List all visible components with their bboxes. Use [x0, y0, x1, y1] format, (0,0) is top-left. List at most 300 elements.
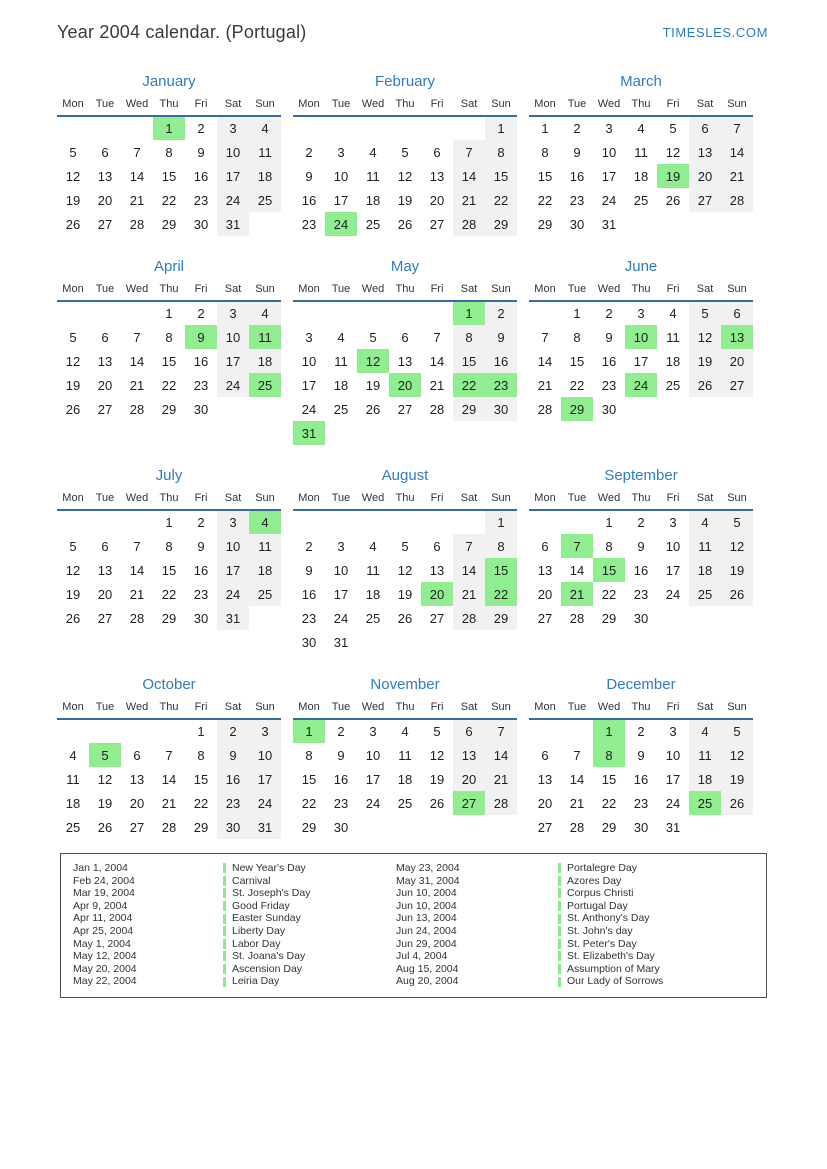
- day-cell: 10: [625, 325, 657, 349]
- weekday-label: Sun: [485, 281, 517, 301]
- day-cell: 26: [429, 795, 445, 811]
- day-cell: 29: [485, 606, 517, 630]
- day-cell: 16: [301, 586, 317, 602]
- day-cell: 6: [541, 538, 549, 554]
- weekday-label: Fri: [657, 281, 689, 301]
- month-table: [57, 281, 281, 421]
- day-cell: 8: [485, 140, 517, 164]
- day-cell-empty: [421, 630, 453, 654]
- day-cell: 1: [485, 510, 517, 534]
- holiday-marker-icon: [558, 863, 561, 873]
- day-cell: 27: [537, 610, 553, 626]
- day-cell-empty: [689, 212, 721, 236]
- day-cell: 7: [433, 329, 441, 345]
- day-cell-empty: [293, 116, 325, 140]
- day-cell: 9: [337, 747, 345, 763]
- legend-column-right: [396, 862, 766, 988]
- day-cell: 27: [537, 819, 553, 835]
- day-cell: 7: [561, 534, 593, 558]
- day-cell-empty: [357, 116, 389, 140]
- day-cell: 19: [429, 771, 445, 787]
- day-cell: 30: [193, 401, 209, 417]
- day-cell: 18: [365, 586, 381, 602]
- day-cell: 9: [185, 325, 217, 349]
- weekday-label: Wed: [357, 490, 389, 510]
- day-cell: 16: [301, 192, 317, 208]
- weekday-label: Tue: [89, 699, 121, 719]
- day-cell: 12: [429, 747, 445, 763]
- holiday-marker-icon: [223, 977, 226, 987]
- legend-item: [396, 963, 766, 976]
- day-cell: 4: [689, 510, 721, 534]
- day-cell: 1: [605, 515, 613, 530]
- legend-holiday-name: St. Peter's Day: [558, 938, 637, 951]
- site-logo-link[interactable]: TIMESLES.COM: [662, 25, 768, 40]
- weekday-label: Fri: [421, 281, 453, 301]
- holiday-marker-icon: [558, 964, 561, 974]
- day-cell: 6: [101, 329, 109, 345]
- day-cell: 10: [217, 140, 249, 164]
- day-cell: 18: [249, 349, 281, 373]
- legend-item: [396, 875, 766, 888]
- day-cell-empty: [325, 510, 357, 534]
- day-cell: 19: [657, 164, 689, 188]
- day-cell: 6: [433, 538, 441, 554]
- day-cell: 5: [401, 144, 409, 160]
- day-cell: 7: [541, 329, 549, 345]
- day-cell: 2: [197, 306, 205, 321]
- day-cell: 29: [601, 819, 617, 835]
- weekday-label: Sat: [689, 281, 721, 301]
- month-july: [57, 467, 281, 630]
- day-cell: 8: [197, 747, 205, 763]
- day-cell: 16: [601, 353, 617, 369]
- holiday-marker-icon: [223, 964, 226, 974]
- day-cell: 7: [485, 719, 517, 743]
- legend-holiday-name: St. John's day: [558, 925, 633, 938]
- day-cell: 1: [293, 719, 325, 743]
- weekday-label: Sat: [217, 699, 249, 719]
- day-cell: 27: [97, 401, 113, 417]
- day-cell: 17: [365, 771, 381, 787]
- weekday-label: Sat: [217, 490, 249, 510]
- day-cell: 18: [689, 558, 721, 582]
- day-cell: 19: [65, 192, 81, 208]
- day-cell: 28: [485, 791, 517, 815]
- day-cell: 17: [665, 562, 681, 578]
- weekday-label: Sun: [721, 490, 753, 510]
- day-cell: 20: [129, 795, 145, 811]
- day-cell: 31: [601, 216, 617, 232]
- weekday-label: Mon: [293, 490, 325, 510]
- day-cell: 13: [721, 325, 753, 349]
- month-august: [293, 467, 517, 654]
- day-cell: 28: [129, 610, 145, 626]
- day-cell: 24: [249, 791, 281, 815]
- legend-date: May 20, 2004: [73, 962, 137, 975]
- day-cell: 11: [666, 329, 680, 345]
- month-table: [57, 490, 281, 630]
- day-cell: 30: [601, 401, 617, 417]
- month-title: October: [142, 676, 196, 693]
- month-title: June: [624, 258, 658, 275]
- day-cell: 8: [305, 747, 313, 763]
- day-cell: 11: [334, 353, 348, 369]
- day-cell: 29: [537, 216, 553, 232]
- day-cell: 3: [217, 116, 249, 140]
- weekday-label: Sun: [249, 281, 281, 301]
- day-cell: 1: [153, 116, 185, 140]
- day-cell: 23: [633, 795, 649, 811]
- day-cell: 18: [689, 767, 721, 791]
- day-cell: 5: [689, 301, 721, 325]
- day-cell: 17: [217, 558, 249, 582]
- day-cell: 29: [601, 610, 617, 626]
- legend-holiday-name: Portugal Day: [558, 900, 628, 913]
- day-cell: 25: [249, 188, 281, 212]
- weekday-label: Sun: [721, 281, 753, 301]
- day-cell: 26: [689, 373, 721, 397]
- day-cell: 11: [398, 747, 412, 763]
- day-cell: 19: [397, 192, 413, 208]
- day-cell: 12: [721, 534, 753, 558]
- day-cell: 18: [249, 558, 281, 582]
- day-cell: 21: [485, 767, 517, 791]
- holiday-marker-icon: [558, 888, 561, 898]
- day-cell: 12: [397, 168, 413, 184]
- day-cell: 14: [537, 353, 553, 369]
- day-cell: 23: [193, 192, 209, 208]
- day-cell-empty: [89, 116, 121, 140]
- day-cell: 27: [397, 401, 413, 417]
- legend-item: [396, 938, 766, 951]
- day-cell: 18: [665, 353, 681, 369]
- weekday-label: Tue: [561, 96, 593, 116]
- weekday-label: Thu: [389, 281, 421, 301]
- day-cell: 28: [721, 188, 753, 212]
- day-cell: 5: [721, 510, 753, 534]
- day-cell: 26: [65, 610, 81, 626]
- day-cell-empty: [421, 815, 453, 839]
- day-cell-empty: [89, 719, 121, 743]
- day-cell: 1: [593, 719, 625, 743]
- day-cell-empty: [57, 116, 89, 140]
- day-cell: 29: [453, 397, 485, 421]
- day-cell-empty: [293, 510, 325, 534]
- day-cell: 8: [165, 144, 173, 160]
- day-cell: 18: [333, 377, 349, 393]
- day-cell: 20: [721, 349, 753, 373]
- holiday-marker-icon: [223, 914, 226, 924]
- legend-item: [73, 950, 396, 963]
- day-cell: 11: [66, 771, 80, 787]
- month-table: [293, 699, 517, 839]
- day-cell: 17: [333, 192, 349, 208]
- legend-column-left: [73, 862, 396, 988]
- day-cell-empty: [57, 301, 89, 325]
- day-cell: 1: [541, 121, 549, 136]
- day-cell: 13: [129, 771, 145, 787]
- day-cell: 21: [561, 582, 593, 606]
- day-cell: 15: [161, 168, 177, 184]
- legend-holiday-name: St. Anthony's Day: [558, 912, 650, 925]
- day-cell: 5: [69, 538, 77, 554]
- day-cell: 15: [161, 353, 177, 369]
- legend-date: Apr 25, 2004: [73, 924, 134, 937]
- day-cell: 12: [689, 325, 721, 349]
- day-cell: 3: [637, 306, 645, 321]
- legend-date: Jun 10, 2004: [396, 899, 457, 912]
- month-title: November: [370, 676, 440, 693]
- legend-holiday-name: St. Elizabeth's Day: [558, 950, 655, 963]
- day-cell: 30: [217, 815, 249, 839]
- day-cell: 5: [669, 121, 677, 136]
- day-cell: 3: [669, 515, 677, 530]
- day-cell: 13: [429, 168, 445, 184]
- day-cell: 2: [637, 724, 645, 739]
- weekday-label: Sat: [217, 96, 249, 116]
- day-cell: 15: [193, 771, 209, 787]
- day-cell: 9: [637, 538, 645, 554]
- day-cell: 28: [129, 401, 145, 417]
- day-cell-empty: [389, 301, 421, 325]
- day-cell: 27: [429, 216, 445, 232]
- legend-item: [73, 887, 396, 900]
- day-cell: 22: [193, 795, 209, 811]
- day-cell: 9: [573, 144, 581, 160]
- day-cell-empty: [421, 421, 453, 445]
- day-cell: 23: [193, 377, 209, 393]
- weekday-label: Fri: [657, 490, 689, 510]
- day-cell: 11: [689, 743, 721, 767]
- holiday-marker-icon: [558, 939, 561, 949]
- day-cell: 19: [689, 349, 721, 373]
- day-cell-empty: [121, 301, 153, 325]
- day-cell: 23: [633, 586, 649, 602]
- day-cell: 10: [365, 747, 381, 763]
- month-october: [57, 676, 281, 839]
- day-cell-empty: [325, 301, 357, 325]
- day-cell: 12: [665, 144, 681, 160]
- day-cell: 22: [569, 377, 585, 393]
- weekday-label: Fri: [185, 699, 217, 719]
- day-cell: 15: [301, 771, 317, 787]
- day-cell: 11: [634, 144, 648, 160]
- day-cell: 26: [397, 610, 413, 626]
- day-cell: 11: [249, 534, 281, 558]
- day-cell: 8: [165, 329, 173, 345]
- weekday-label: Mon: [293, 281, 325, 301]
- day-cell: 1: [485, 116, 517, 140]
- legend-item: [396, 887, 766, 900]
- day-cell: 4: [249, 116, 281, 140]
- day-cell: 27: [721, 373, 753, 397]
- day-cell: 5: [721, 719, 753, 743]
- day-cell: 13: [689, 140, 721, 164]
- legend-item: [396, 925, 766, 938]
- day-cell: 7: [133, 329, 141, 345]
- month-april: [57, 258, 281, 421]
- day-cell: 3: [305, 329, 313, 345]
- legend-item: [73, 862, 396, 875]
- weekday-label: Wed: [593, 699, 625, 719]
- month-title: May: [390, 258, 420, 275]
- day-cell: 25: [689, 791, 721, 815]
- day-cell: 6: [101, 144, 109, 160]
- day-cell: 20: [429, 192, 445, 208]
- day-cell-empty: [325, 421, 357, 445]
- legend-holiday-name: Azores Day: [558, 875, 621, 888]
- day-cell: 7: [165, 747, 173, 763]
- day-cell-empty: [453, 815, 485, 839]
- day-cell: 4: [689, 719, 721, 743]
- day-cell: 5: [69, 144, 77, 160]
- day-cell-empty: [529, 510, 561, 534]
- legend-date: Apr 9, 2004: [73, 899, 128, 912]
- day-cell: 16: [193, 353, 209, 369]
- weekday-label: Wed: [121, 490, 153, 510]
- day-cell: 30: [633, 819, 649, 835]
- day-cell: 15: [569, 353, 585, 369]
- month-table: [57, 699, 281, 839]
- day-cell: 6: [453, 719, 485, 743]
- day-cell: 11: [689, 534, 721, 558]
- day-cell: 24: [601, 192, 617, 208]
- day-cell: 23: [333, 795, 349, 811]
- weekday-label: Thu: [153, 699, 185, 719]
- weekday-label: Tue: [325, 490, 357, 510]
- day-cell: 30: [633, 610, 649, 626]
- weekday-label: Mon: [529, 699, 561, 719]
- day-cell: 11: [249, 325, 281, 349]
- day-cell: 10: [301, 353, 317, 369]
- holiday-marker-icon: [558, 914, 561, 924]
- day-cell: 4: [369, 144, 377, 160]
- holiday-marker-icon: [558, 951, 561, 961]
- day-cell: 14: [569, 771, 585, 787]
- weekday-label: Sun: [485, 699, 517, 719]
- day-cell: 27: [453, 791, 485, 815]
- day-cell: 13: [397, 353, 413, 369]
- holiday-marker-icon: [223, 901, 226, 911]
- day-cell: 22: [161, 192, 177, 208]
- weekday-label: Thu: [625, 699, 657, 719]
- day-cell-empty: [625, 212, 657, 236]
- day-cell: 23: [601, 377, 617, 393]
- day-cell: 31: [249, 815, 281, 839]
- legend-holiday-name: Portalegre Day: [558, 862, 637, 875]
- day-cell: 15: [453, 349, 485, 373]
- day-cell-empty: [561, 510, 593, 534]
- day-cell: 29: [561, 397, 593, 421]
- day-cell: 29: [301, 819, 317, 835]
- day-cell: 31: [665, 819, 681, 835]
- day-cell: 5: [369, 329, 377, 345]
- holiday-marker-icon: [223, 888, 226, 898]
- day-cell: 31: [217, 606, 249, 630]
- legend-holiday-name: Labor Day: [223, 938, 280, 951]
- legend-date: Jun 10, 2004: [396, 887, 457, 900]
- weekday-label: Sun: [721, 96, 753, 116]
- weekday-label: Mon: [529, 490, 561, 510]
- weekday-label: Wed: [121, 699, 153, 719]
- day-cell: 20: [689, 164, 721, 188]
- day-cell: 3: [669, 724, 677, 739]
- day-cell: 23: [193, 586, 209, 602]
- day-cell: 10: [333, 562, 349, 578]
- day-cell-empty: [689, 606, 721, 630]
- day-cell: 26: [97, 819, 113, 835]
- weekday-label: Tue: [325, 96, 357, 116]
- day-cell: 14: [161, 771, 177, 787]
- day-cell: 1: [453, 301, 485, 325]
- day-cell: 21: [453, 188, 485, 212]
- day-cell: 22: [601, 586, 617, 602]
- legend-date: Jun 29, 2004: [396, 937, 457, 950]
- weekday-label: Tue: [89, 490, 121, 510]
- day-cell-empty: [529, 301, 561, 325]
- weekday-label: Tue: [325, 281, 357, 301]
- legend-date: Jun 24, 2004: [396, 924, 457, 937]
- legend-item: [396, 950, 766, 963]
- day-cell-empty: [453, 630, 485, 654]
- legend-holiday-name: Assumption of Mary: [558, 963, 660, 976]
- weekday-label: Wed: [593, 490, 625, 510]
- day-cell: 16: [633, 562, 649, 578]
- day-cell: 8: [605, 538, 613, 554]
- day-cell: 2: [217, 719, 249, 743]
- day-cell: 2: [337, 724, 345, 739]
- legend-item: [396, 900, 766, 913]
- day-cell-empty: [57, 510, 89, 534]
- day-cell: 16: [485, 349, 517, 373]
- holiday-marker-icon: [558, 977, 561, 987]
- day-cell: 18: [65, 795, 81, 811]
- day-cell: 15: [161, 562, 177, 578]
- legend-date: May 22, 2004: [73, 975, 137, 988]
- day-cell: 21: [161, 795, 177, 811]
- day-cell: 1: [197, 724, 205, 739]
- day-cell: 27: [689, 188, 721, 212]
- day-cell-empty: [689, 815, 721, 839]
- month-march: [529, 73, 753, 236]
- page-header: [0, 0, 827, 43]
- day-cell-empty: [453, 421, 485, 445]
- day-cell: 13: [429, 562, 445, 578]
- weekday-label: Mon: [529, 96, 561, 116]
- holidays-legend: [60, 853, 767, 998]
- day-cell: 5: [89, 743, 121, 767]
- month-table: [293, 490, 517, 654]
- day-cell: 24: [325, 212, 357, 236]
- month-title: December: [606, 676, 676, 693]
- day-cell: 10: [217, 325, 249, 349]
- day-cell: 9: [197, 144, 205, 160]
- month-table: [293, 96, 517, 236]
- day-cell: 30: [569, 216, 585, 232]
- month-november: [293, 676, 517, 839]
- month-table: [293, 281, 517, 445]
- weekday-label: Wed: [357, 281, 389, 301]
- day-cell: 4: [401, 724, 409, 739]
- day-cell: 21: [129, 377, 145, 393]
- day-cell: 8: [485, 534, 517, 558]
- weekday-label: Sun: [721, 699, 753, 719]
- day-cell: 11: [249, 140, 281, 164]
- day-cell: 25: [65, 819, 81, 835]
- day-cell: 26: [665, 192, 681, 208]
- holiday-marker-icon: [223, 926, 226, 936]
